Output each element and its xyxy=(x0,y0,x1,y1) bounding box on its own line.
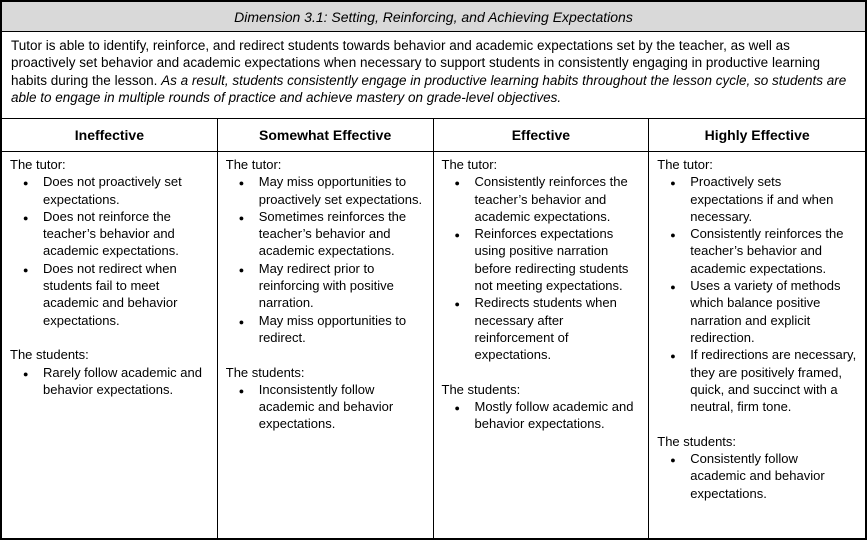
bullet-item: ● If redirections are necessary, they are positively framed, quick, and succinct with a neutral, firm tone. xyxy=(690,346,857,415)
bullet-item: ● Redirects students when necessary after reinforcement of expectations. xyxy=(475,294,641,363)
tutor-bullet-list xyxy=(10,173,209,329)
bullet-item: ● Rarely follow academic and behavior expectations. xyxy=(43,364,209,399)
bullet-item: ● Inconsistently follow academic and behavior expectations. xyxy=(259,381,425,433)
tutor-label: The tutor: xyxy=(225,157,282,172)
cell-effective xyxy=(434,152,650,538)
students-bullet-list xyxy=(226,381,425,433)
table-title: Dimension 3.1: Setting, Reinforcing, and Achieving Expectations xyxy=(2,2,865,32)
bullet-item: ● Reinforces expectations using positive narration before redirecting students not meeting expectations. xyxy=(475,225,641,294)
tutor-label: The tutor: xyxy=(10,157,66,172)
students-bullet-list xyxy=(442,398,641,433)
column-header-somewhat-effective: Somewhat Effective xyxy=(218,119,434,151)
cell-ineffective xyxy=(2,152,218,538)
bullet-item: ● Does not redirect when students fail to meet academic and behavior expectations. xyxy=(43,260,209,329)
cell-highly-effective xyxy=(649,152,865,538)
column-header-effective: Effective xyxy=(434,119,650,151)
tutor-label: The tutor: xyxy=(657,157,713,172)
column-header-highly-effective: Highly Effective xyxy=(704,127,810,143)
bullet-item: ● May redirect prior to reinforcing with positive narration. xyxy=(259,260,425,312)
students-label: The students: xyxy=(441,381,521,397)
tutor-bullet-list xyxy=(657,173,857,415)
description-italic-text: As a result, students consistently engage in productive learning habits throughout the lesson cycle, so students are able to engage in multiple rounds of practice and achieve mastery on grade-level objectives. xyxy=(11,72,847,105)
bullet-item: ● May miss opportunities to redirect. xyxy=(259,312,425,347)
rating-body-row xyxy=(2,152,865,538)
students-label: The students: xyxy=(10,347,89,363)
tutor-bullet-list xyxy=(226,173,425,346)
students-bullet-list xyxy=(10,364,209,399)
students-label: The students: xyxy=(225,364,305,380)
students-bullet-list xyxy=(657,450,857,502)
rating-header-row xyxy=(2,119,865,152)
bullet-item: ● Consistently reinforces the teacher’s behavior and academic expectations. xyxy=(690,225,857,277)
tutor-bullet-list xyxy=(442,173,641,363)
bullet-item: ● Does not reinforce the teacher’s behavior and academic expectations. xyxy=(43,208,209,260)
students-label: The students: xyxy=(657,433,737,449)
table-description xyxy=(2,32,865,119)
cell-somewhat-effective xyxy=(218,152,434,538)
description-normal-text: Tutor is able to identify, reinforce, and redirect students towards behavior and academic expectations set by the teacher, as well as proactively set behavior and academic expectations when necessary to support students in consistently engaging in productive learning habits during the lesson. xyxy=(11,38,820,88)
column-header-ineffective: Ineffective xyxy=(2,119,218,151)
bullet-item: ● Uses a variety of methods which balance positive narration and explicit redirection. xyxy=(690,277,857,346)
tutor-label: The tutor: xyxy=(441,157,498,172)
bullet-item: ● May miss opportunities to proactively set expectations. xyxy=(259,173,425,208)
bullet-item: ● Consistently follow academic and behavior expectations. xyxy=(690,450,857,502)
bullet-item: ● Sometimes reinforces the teacher’s behavior and academic expectations. xyxy=(259,208,425,260)
bullet-item: ● Proactively sets expectations if and when necessary. xyxy=(690,173,857,225)
bullet-item: ● Does not proactively set expectations. xyxy=(43,173,209,208)
bullet-item: ● Mostly follow academic and behavior expectations. xyxy=(475,398,641,433)
bullet-item: ● Consistently reinforces the teacher’s behavior and academic expectations. xyxy=(475,173,641,225)
